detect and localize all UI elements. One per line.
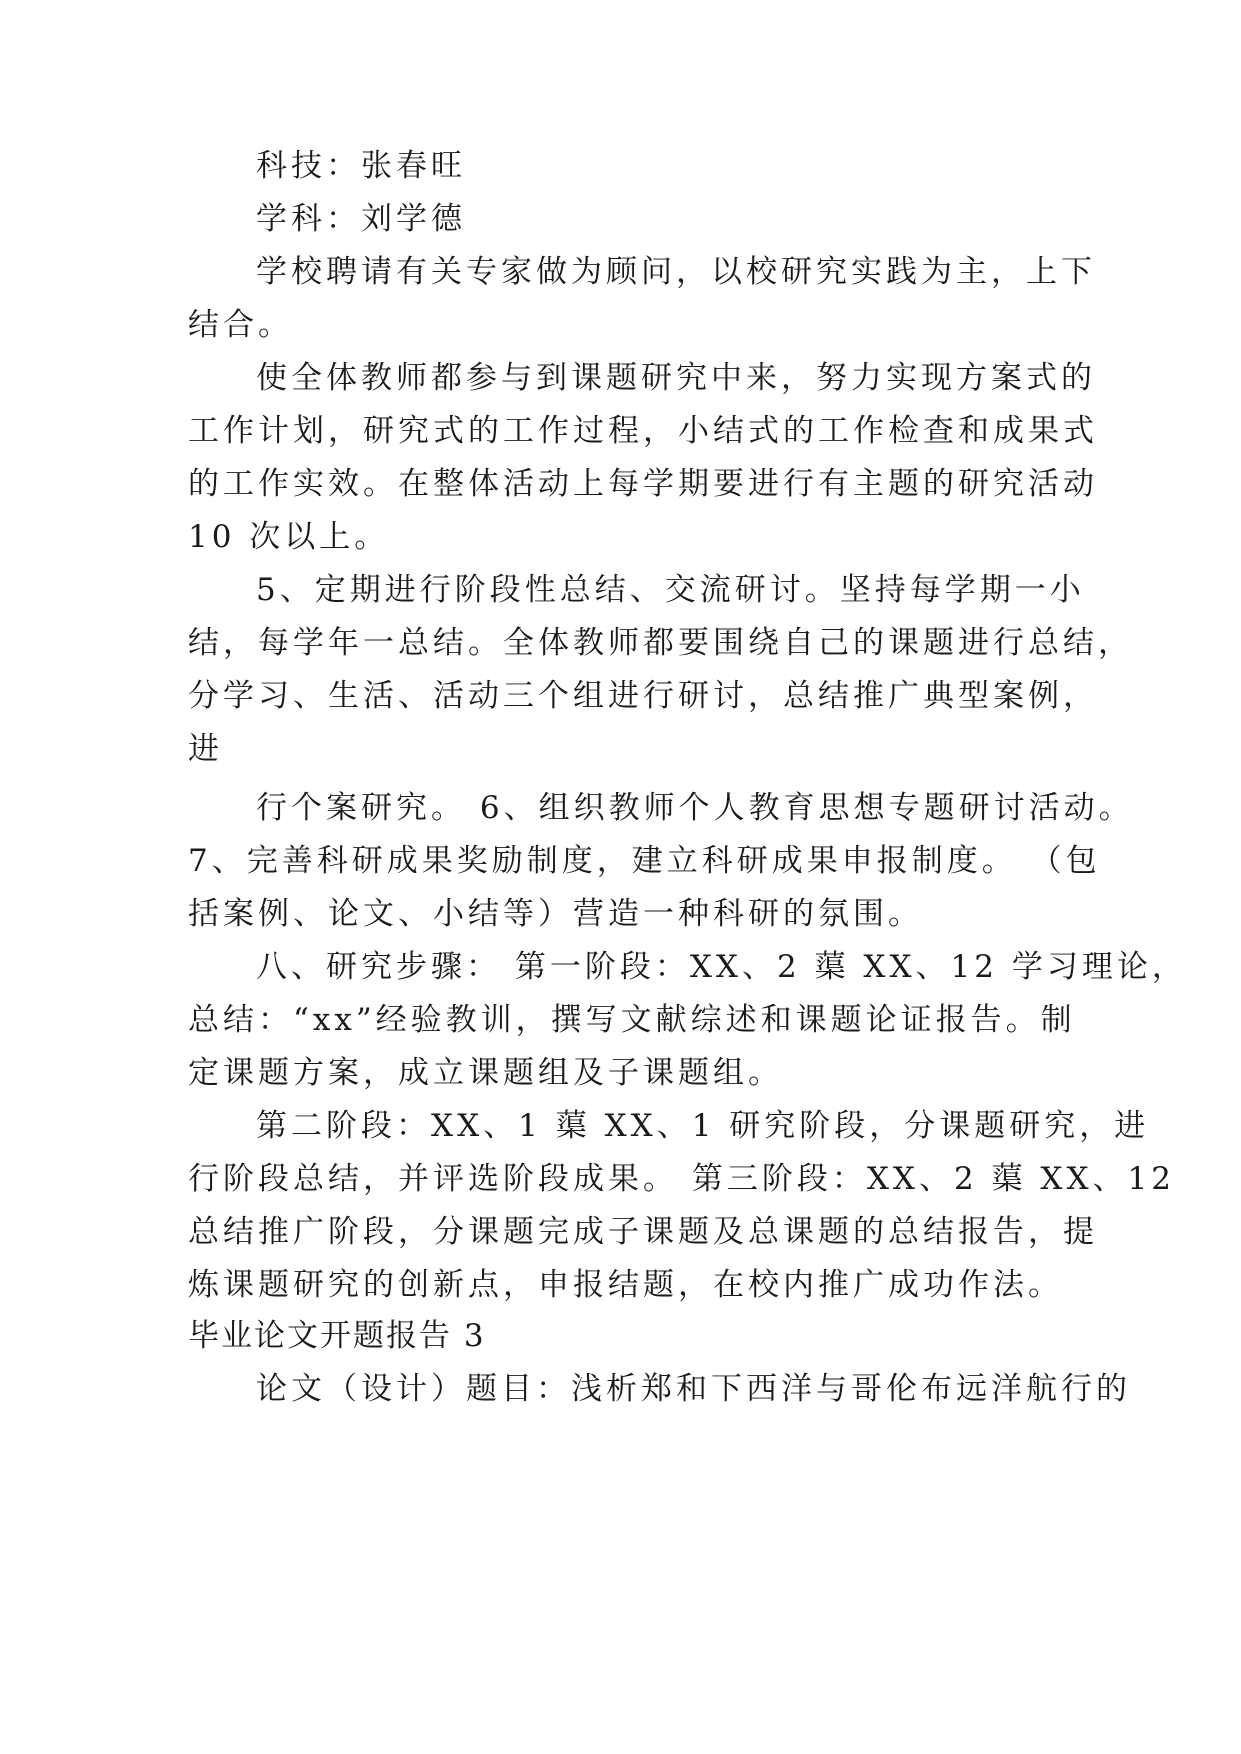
text-line: 5、定期进行阶段性总结、交流研讨。坚持每学期一小 <box>256 572 1085 608</box>
text-line: 分学习、生活、活动三个组进行研讨，总结推广典型案例， <box>188 678 1098 714</box>
text-line: 科技：张春旺 <box>256 148 466 184</box>
text-line: 学科：刘学德 <box>256 201 466 237</box>
text-line: 的工作实效。在整体活动上每学期要进行有主题的研究活动 <box>188 466 1098 502</box>
text-line: 炼课题研究的创新点，申报结题，在校内推广成功作法。 <box>188 1267 1063 1303</box>
section-heading: 毕业论文开题报告 3 <box>188 1318 486 1354</box>
text-line: 进 <box>188 731 223 767</box>
text-line: 第二阶段：XX、1 蕖 XX、1 研究阶段，分课题研究，进 <box>256 1108 1150 1144</box>
text-line: 括案例、论文、小结等）营造一种科研的氛围。 <box>188 896 923 932</box>
text-line: 总结推广阶段，分课题完成子课题及总课题的总结报告，提 <box>188 1214 1098 1250</box>
text-line: 10 次以上。 <box>188 519 390 555</box>
text-line: 结，每学年一总结。全体教师都要围绕自己的课题进行总结， <box>188 625 1133 661</box>
text-line: 使全体教师都参与到课题研究中来，努力实现方案式的 <box>256 360 1096 396</box>
text-line: 定课题方案，成立课题组及子课题组。 <box>188 1055 783 1091</box>
text-line: 行个案研究。 6、组织教师个人教育思想专题研讨活动。 <box>256 790 1134 826</box>
text-line: 八、研究步骤： 第一阶段：XX、2 蕖 XX、12 学习理论， <box>256 949 1187 985</box>
text-line: 学校聘请有关专家做为顾问，以校研究实践为主，上下 <box>256 254 1096 290</box>
text-line: 工作计划，研究式的工作过程，小结式的工作检查和成果式 <box>188 413 1098 449</box>
text-line: 论文（设计）题目：浅析郑和下西洋与哥伦布远洋航行的 <box>256 1371 1131 1407</box>
text-line: 7、完善科研成果奖励制度，建立科研成果申报制度。 （包 <box>188 843 1101 879</box>
text-line: 总结：“xx”经验教训，撰写文献综述和课题论证报告。制 <box>188 1002 1076 1038</box>
text-line: 行阶段总结，并评选阶段成果。 第三阶段：XX、2 蕖 XX、12 <box>188 1161 1176 1197</box>
text-line: 结合。 <box>188 307 293 343</box>
